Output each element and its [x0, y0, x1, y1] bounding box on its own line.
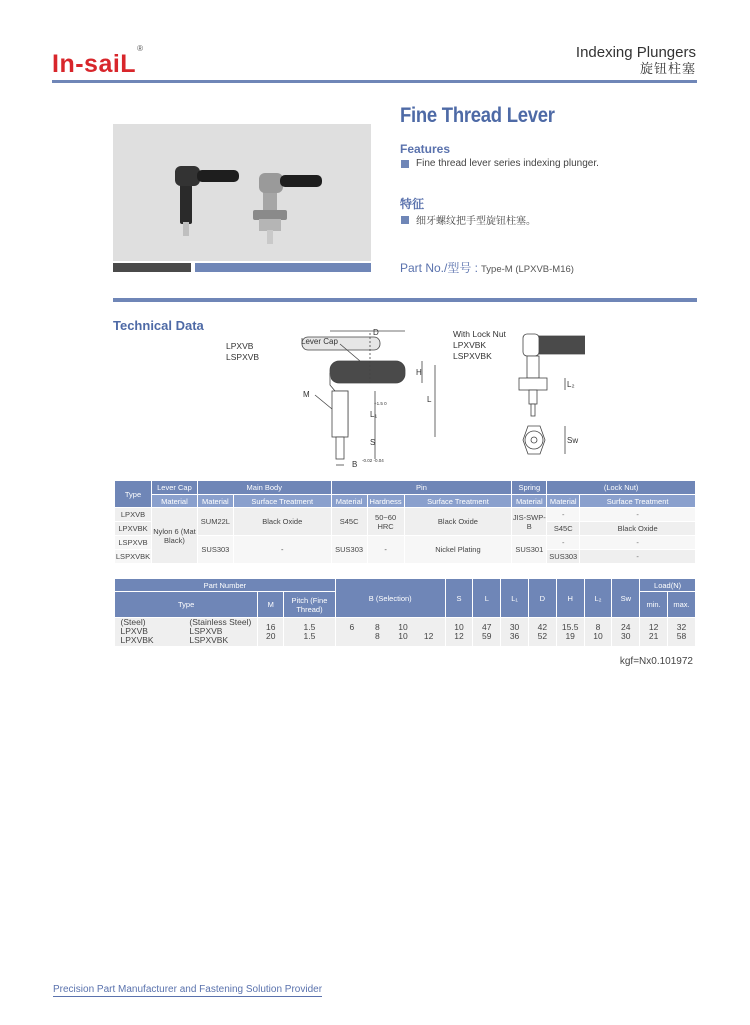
header-main-body: Main Body	[197, 481, 331, 495]
part-number	[400, 259, 574, 276]
subheader-cell: Surface Treatment	[404, 495, 512, 508]
diagram1-type: LPXVB	[226, 341, 254, 351]
stainless-types	[189, 618, 251, 645]
label-L: L	[427, 395, 432, 404]
label-L1: L₁	[370, 410, 378, 419]
label-B: B	[352, 460, 358, 469]
L-value: 47	[482, 621, 492, 632]
L2-value: 8	[595, 621, 601, 632]
B-value: 12	[423, 630, 434, 641]
pin-surface: Nickel Plating	[404, 536, 512, 564]
subheader-cell: Hardness	[367, 495, 404, 508]
technical-drawing-side	[270, 325, 450, 470]
material-table	[114, 480, 696, 564]
lever-left	[197, 170, 239, 182]
pin-hardness: -	[367, 536, 404, 564]
pin-material: S45C	[331, 508, 367, 536]
bullet-square-icon	[401, 216, 409, 224]
locknut-surface: -	[580, 508, 696, 522]
type-cell: LSPXVB	[115, 536, 152, 550]
body-surface: Black Oxide	[233, 508, 331, 536]
pin-outline	[336, 437, 344, 459]
plunger-pin-left	[183, 222, 189, 236]
header-L2: L₂	[584, 579, 612, 618]
subheader-cell: Surface Treatment	[580, 495, 696, 508]
L2-cell	[584, 618, 612, 646]
locknut-surface: Black Oxide	[580, 522, 696, 536]
locknut-material: -	[547, 508, 580, 522]
label-D: D	[373, 328, 379, 337]
feature-item-zh	[401, 212, 536, 227]
D-value: 52	[537, 630, 548, 641]
body-material: SUM22L	[197, 508, 233, 536]
spring-material: SUS301	[512, 536, 547, 564]
label-M: M	[303, 390, 310, 399]
plunger-head-left	[175, 166, 200, 186]
header-title-zh: 旋钮柱塞	[639, 61, 696, 76]
leader-M	[315, 395, 332, 409]
footer-tagline: Precision Part Manufacturer and Fastening Solution Provider	[53, 984, 323, 995]
load-max-value: 32	[676, 621, 687, 632]
label-S: S	[370, 438, 376, 447]
lever-right	[280, 175, 322, 187]
steel-type: LPXVB	[120, 626, 148, 637]
feature-item-en	[401, 158, 599, 169]
header-B: B (Selection)	[335, 579, 445, 618]
header-Sw: Sw	[612, 579, 640, 618]
header-load: Load(N)	[640, 579, 696, 592]
L1-value: 30	[509, 621, 520, 632]
lever-outline	[330, 361, 405, 383]
header-M: M	[258, 592, 284, 618]
diagram1-type: LSPXVB	[226, 352, 260, 362]
product-title: Fine Thread Lever	[400, 104, 555, 127]
steel-types	[121, 618, 154, 645]
pin-hardness: 50~60 HRC	[367, 508, 404, 536]
B-value: 8	[375, 621, 380, 632]
label-L2: L₂	[567, 380, 575, 389]
header-D: D	[528, 579, 556, 618]
product-photo	[113, 124, 371, 261]
brand-name: In-saiL	[52, 50, 137, 78]
load-min-value: 21	[648, 630, 659, 641]
locknut-material: S45C	[547, 522, 580, 536]
label-lever-cap: Lever Cap	[301, 337, 338, 346]
body-material: SUS303	[197, 536, 233, 564]
header-L1: L₁	[501, 579, 529, 618]
part-number-label: Part No./型号 :	[400, 261, 479, 275]
steel-label: (Steel)	[120, 617, 146, 628]
M-value: 16	[265, 621, 276, 632]
type-cell: LPXVBK	[115, 522, 152, 536]
tolerance-L1: +1.5 0	[374, 401, 387, 406]
pitch-value: 1.5	[303, 630, 316, 641]
feature-text-en: Fine thread lever series indexing plunger.	[416, 158, 599, 169]
header-L: L	[473, 579, 501, 618]
diagram2-heading: With Lock Nut	[453, 329, 506, 339]
body-surface: -	[233, 536, 331, 564]
registered-mark: ®	[137, 43, 144, 53]
load-max-value: 58	[676, 630, 687, 641]
stainless-label: (Stainless Steel)	[189, 617, 252, 628]
technical-data-title: Technical Data	[113, 318, 204, 333]
plunger-pin-right	[267, 230, 273, 244]
bullet-square-icon	[401, 160, 409, 168]
header-part-number: Part Number	[115, 579, 336, 592]
subheader-cell: Material	[331, 495, 367, 508]
subheader-cell: Material	[151, 495, 197, 508]
stainless-type: LSPXVB	[189, 626, 223, 637]
header-lock-nut: (Lock Nut)	[547, 481, 696, 495]
head-outline-2	[523, 334, 539, 356]
technical-drawing-locknut	[505, 328, 585, 473]
header-pitch: Pitch (Fine Thread)	[284, 592, 336, 618]
M-value: 20	[265, 630, 276, 641]
load-max-cell	[668, 618, 696, 646]
lock-nut-right	[253, 210, 287, 220]
diagram1-types	[226, 341, 259, 363]
B-value: 10	[398, 630, 408, 641]
diagram2-types	[453, 329, 506, 362]
header-pin: Pin	[331, 481, 512, 495]
feature-text-zh: 细牙螺纹把手型旋钮柱塞。	[416, 216, 536, 227]
locknut-surface: -	[580, 536, 696, 550]
type-cell: LPXVB	[115, 508, 152, 522]
locknut-material: SUS303	[547, 550, 580, 564]
L1-cell	[501, 618, 529, 646]
H-value: 15.5	[561, 621, 579, 632]
Sw-cell	[612, 618, 640, 646]
Sw-value: 30	[621, 630, 631, 641]
B-value: 10	[398, 621, 408, 632]
header-type: Type	[115, 592, 258, 618]
load-min-cell	[640, 618, 668, 646]
locknut-material: -	[547, 536, 580, 550]
locknut-surface: -	[580, 550, 696, 564]
D-cell	[528, 618, 556, 646]
subheader-cell: Material	[512, 495, 547, 508]
pin-surface: Black Oxide	[404, 508, 512, 536]
photo-bar-blue	[195, 263, 371, 272]
brand-logo	[52, 43, 144, 79]
header-title-en: Indexing Plungers	[575, 44, 696, 61]
features-heading: Features	[400, 142, 451, 156]
header-S: S	[445, 579, 473, 618]
L-cell	[473, 618, 501, 646]
unit-conversion: kgf=Nx0.101972	[619, 656, 693, 667]
part-number-value: Type-M (LPXVB-M16)	[481, 264, 574, 275]
header-H: H	[556, 579, 584, 618]
features-heading-zh: 特征	[400, 197, 425, 211]
plunger-head-right	[259, 173, 283, 193]
type-cell: LSPXVBK	[115, 550, 152, 564]
thread-right	[259, 219, 281, 231]
Sw-value: 24	[621, 621, 631, 632]
H-cell	[556, 618, 584, 646]
pitch-cell	[284, 618, 336, 646]
lever-cap-material: Nylon 6 (Mat Black)	[151, 508, 197, 564]
hex-nut-top-view	[523, 426, 545, 454]
header-type: Type	[115, 481, 152, 508]
dimension-table	[114, 578, 696, 646]
header-lever-cap: Lever Cap	[151, 481, 197, 495]
L-value: 59	[482, 630, 492, 641]
pin-outline-2	[531, 404, 535, 416]
B-cell	[335, 618, 445, 646]
subheader-cell: Material	[547, 495, 580, 508]
D-value: 42	[537, 621, 548, 632]
tolerance-B: -0.02 -0.04	[362, 458, 384, 463]
header-divider	[52, 80, 697, 83]
S-value: 10	[454, 621, 464, 632]
subheader-cell: Material	[197, 495, 233, 508]
pin-material: SUS303	[331, 536, 367, 564]
threaded-body	[332, 391, 348, 437]
B-value: 6	[349, 621, 355, 632]
B-value	[342, 632, 362, 641]
spring-material: JIS-SWP-B	[512, 508, 547, 536]
S-cell	[445, 618, 473, 646]
header-load-max: max.	[668, 592, 696, 618]
H-value: 19	[565, 630, 575, 641]
B-value: 8	[375, 630, 380, 641]
product-photo-illustration	[113, 124, 371, 261]
diagram2-type: LSPXVBK	[453, 351, 492, 361]
lock-nut-outline	[519, 378, 547, 390]
label-H: H	[416, 368, 422, 377]
M-cell	[258, 618, 284, 646]
label-Sw: Sw	[567, 436, 579, 445]
steel-type: LPXVBK	[120, 635, 154, 646]
header-load-min: min.	[640, 592, 668, 618]
photo-bar-dark	[113, 263, 191, 272]
body-outline-2	[527, 356, 539, 378]
section-divider	[113, 298, 697, 302]
L1-value: 36	[509, 630, 520, 641]
L2-value: 10	[593, 630, 603, 641]
header-spring: Spring	[512, 481, 547, 495]
stainless-type: LSPXVBK	[189, 635, 229, 646]
header-title	[576, 44, 696, 77]
subheader-cell: Surface Treatment	[233, 495, 331, 508]
pitch-value: 1.5	[303, 621, 316, 632]
thread-outline-2	[529, 390, 537, 404]
diagram2-type: LPXVBK	[453, 340, 487, 350]
load-min-value: 12	[648, 621, 659, 632]
S-value: 12	[454, 630, 464, 641]
type-cell	[115, 618, 258, 646]
